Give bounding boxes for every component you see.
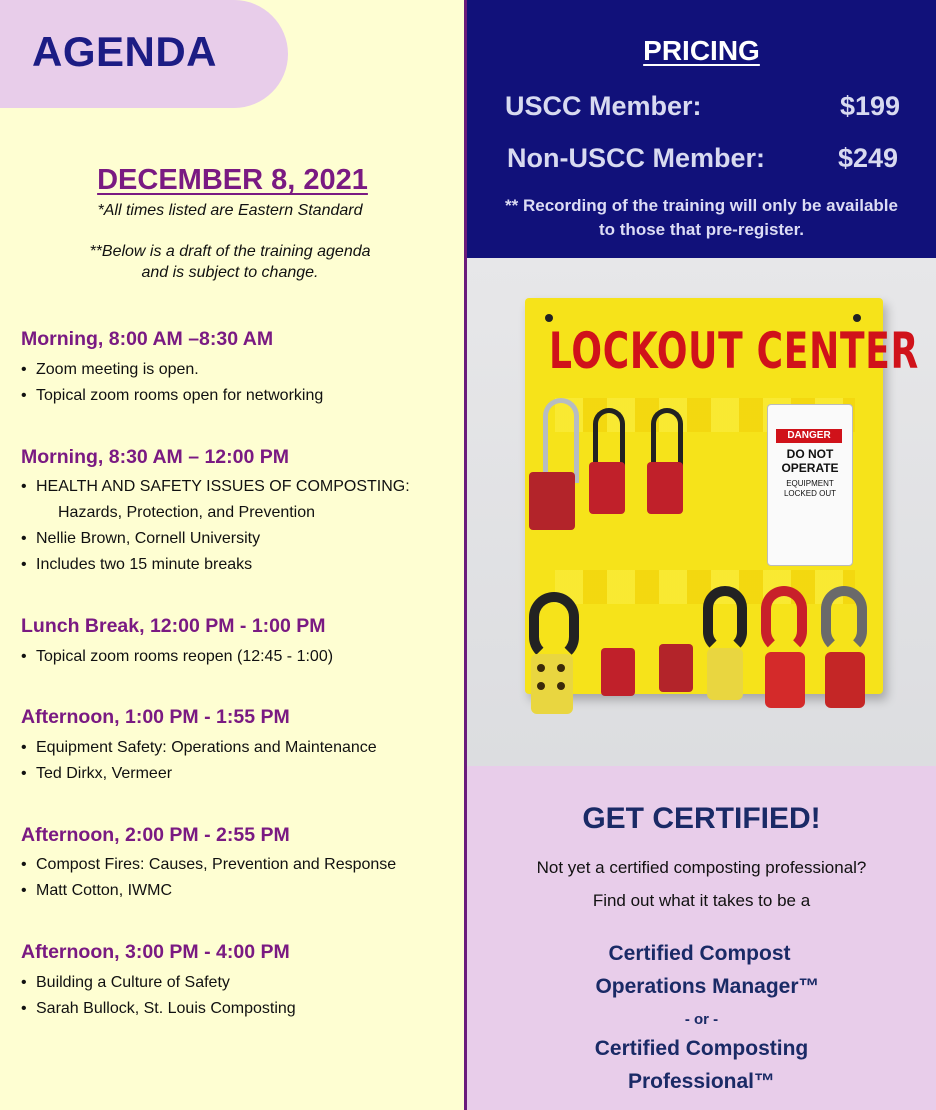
section-items (20, 644, 333, 670)
hasp-hole (557, 682, 565, 690)
list-item: • Sarah Bullock, St. Louis Composting (20, 996, 296, 1022)
nonmember-label: Non-USCC Member: (507, 143, 766, 173)
lockout-hasp (529, 592, 579, 662)
agenda-title: AGENDA (32, 28, 218, 75)
section-title: Afternoon, 1:00 PM - 1:55 PM (21, 706, 290, 728)
agenda-panel (0, 0, 465, 1110)
list-item: • Nellie Brown, Cornell University (20, 526, 410, 552)
member-label: USCC Member: (505, 91, 702, 121)
list-item: • Includes two 15 minute breaks (20, 552, 410, 578)
padlock (647, 462, 683, 514)
section-items (20, 735, 377, 787)
recording-note (467, 194, 936, 242)
agenda-date: DECEMBER 8, 2021 (97, 164, 368, 196)
padlock (589, 462, 625, 514)
section-title: Morning, 8:00 AM –8:30 AM (21, 328, 274, 350)
list-item: • Topical zoom rooms reopen (12:45 - 1:00) (20, 644, 333, 670)
list-item: • Compost Fires: Causes, Prevention and Response (20, 852, 396, 878)
padlock (529, 472, 575, 530)
certified-panel (467, 766, 936, 1110)
cert2-line2: Professional™ (627, 1070, 776, 1093)
hasp-hole (557, 664, 565, 672)
tag-do-not-operate (768, 447, 852, 475)
cert2-line1: Certified Composting (594, 1037, 809, 1060)
nonmember-price: $249 (838, 143, 899, 173)
cert1-line2: Operations Manager™ (595, 975, 820, 998)
section-items (20, 852, 396, 904)
recording-note-line2: to those that pre-register. (599, 220, 804, 239)
lockout-center-photo (467, 258, 936, 766)
hasp-base (765, 652, 805, 708)
list-item: • Ted Dirkx, Vermeer (20, 761, 377, 787)
list-item: • Topical zoom rooms open for networking (20, 383, 323, 409)
pricing-title: PRICING (643, 35, 760, 66)
hasp-base (825, 652, 865, 708)
hasp-hole (537, 664, 545, 672)
list-item (20, 474, 410, 526)
padlock (601, 648, 635, 696)
section-title: Lunch Break, 12:00 PM - 1:00 PM (21, 615, 326, 637)
draft-note-line1: **Below is a draft of the training agenda (89, 243, 371, 260)
board-title: LOCKOUT CENTER (549, 322, 919, 380)
tag-equipment (768, 479, 852, 499)
section-items (20, 970, 296, 1022)
cert-or: - or - (684, 1011, 719, 1028)
tag-danger: DANGER (776, 429, 842, 443)
tag-line3: EQUIPMENT (786, 479, 834, 488)
section-title: Morning, 8:30 AM – 12:00 PM (21, 446, 290, 468)
tag-line4: LOCKED OUT (783, 489, 836, 498)
padlock-shackle (543, 398, 579, 483)
list-item: • Matt Cotton, IWMC (20, 878, 396, 904)
lockout-hasp (821, 586, 867, 654)
danger-tag (767, 404, 853, 566)
section-items (20, 357, 323, 409)
recording-note-line1: ** Recording of the training will only be available (505, 196, 898, 215)
list-item-text: HEALTH AND SAFETY ISSUES OF COMPOSTING: (36, 478, 410, 495)
board-screw (853, 314, 861, 322)
board-screw (545, 314, 553, 322)
hasp-hole (537, 682, 545, 690)
tag-line1: DO NOT (786, 447, 834, 461)
list-item: • Zoom meeting is open. (20, 357, 323, 383)
pricing-panel (467, 0, 936, 258)
cert1-line1: Certified Compost (608, 942, 791, 965)
hasp-base (707, 648, 743, 700)
list-item-continuation: Hazards, Protection, and Prevention (58, 504, 316, 521)
section-title: Afternoon, 3:00 PM - 4:00 PM (21, 941, 290, 963)
certified-line1: Not yet a certified composting professional? (536, 858, 867, 877)
lockout-board (525, 298, 919, 694)
section-items (20, 474, 410, 578)
agenda-tab (0, 0, 288, 108)
draft-note-line2: and is subject to change. (141, 264, 319, 281)
times-note: *All times listed are Eastern Standard (97, 202, 363, 219)
list-item: • Equipment Safety: Operations and Maintenance (20, 735, 377, 761)
tag-line2: OPERATE (781, 461, 839, 475)
lockout-hasp (761, 586, 807, 654)
certified-line2: Find out what it takes to be a (592, 891, 811, 910)
certified-title: GET CERTIFIED! (582, 802, 821, 835)
member-price: $199 (840, 91, 901, 121)
lockout-hasp (703, 586, 747, 654)
agenda-date-wrap (0, 164, 465, 197)
padlock (659, 644, 693, 692)
list-item: • Building a Culture of Safety (20, 970, 296, 996)
section-title: Afternoon, 2:00 PM - 2:55 PM (21, 824, 290, 846)
hasp-base (531, 654, 573, 714)
